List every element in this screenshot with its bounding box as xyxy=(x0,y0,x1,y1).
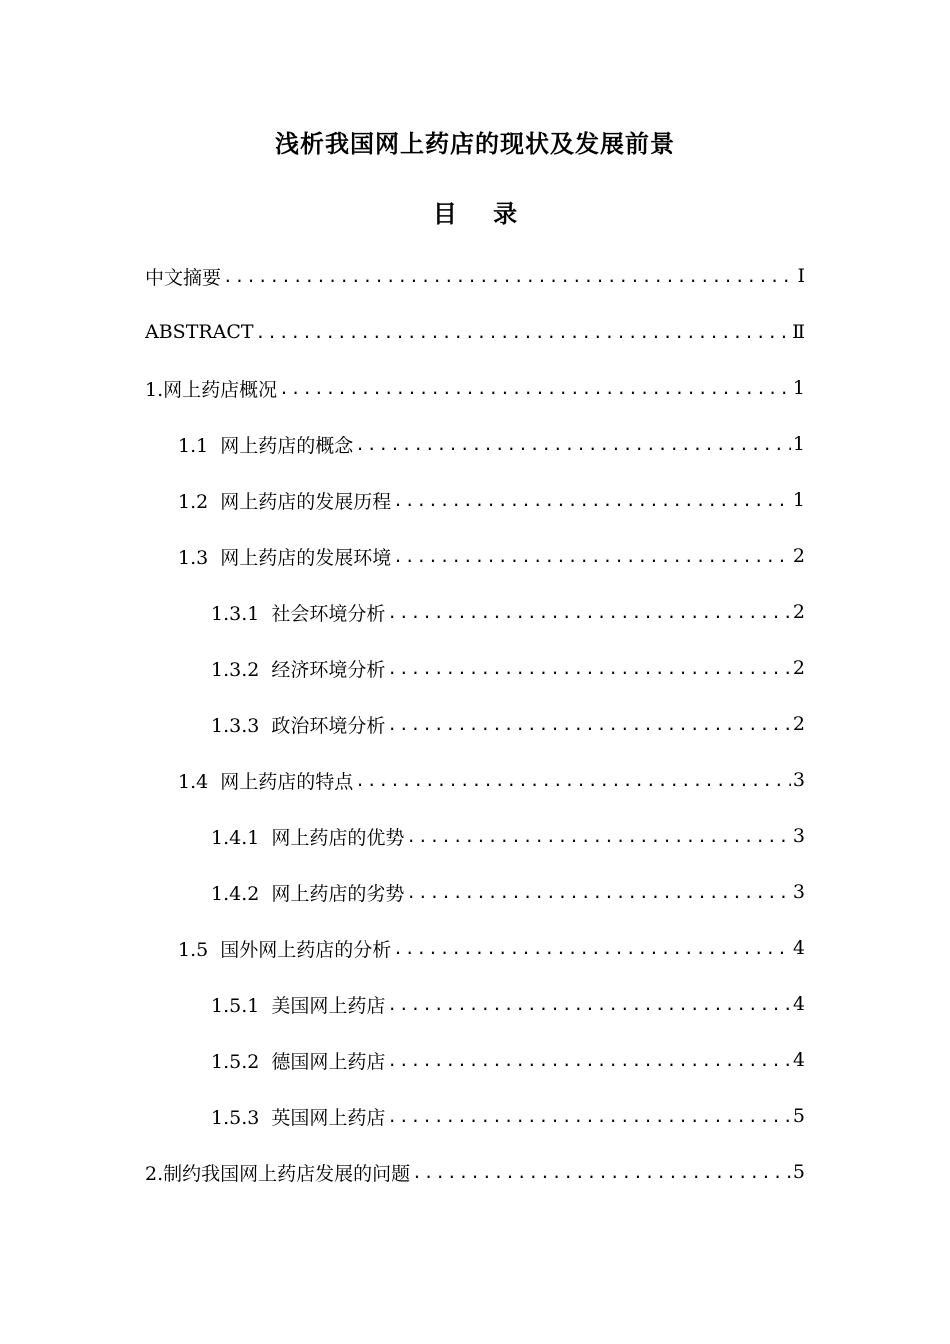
toc-dot-leader xyxy=(387,715,791,734)
toc-dot-leader xyxy=(387,1051,791,1070)
toc-entry-title xyxy=(211,879,404,906)
toc-entry-text: 美国网上药店 xyxy=(271,994,386,1017)
toc-dot-leader xyxy=(223,267,791,286)
toc-entry-text: 社会环境分析 xyxy=(271,602,386,625)
toc-entry-text: 网上药店的劣势 xyxy=(271,882,405,905)
toc-entry[interactable] xyxy=(145,1088,805,1144)
toc-dot-leader xyxy=(355,435,791,454)
toc-entry-title xyxy=(145,321,254,343)
toc-entry-text: 德国网上药店 xyxy=(271,1050,386,1073)
toc-entry-text: 中文摘要 xyxy=(145,266,222,289)
toc-entry-page: 4 xyxy=(792,937,805,959)
toc-dot-leader xyxy=(393,491,791,510)
toc-entry-page: 4 xyxy=(792,993,805,1015)
toc-heading: 目 录 xyxy=(432,199,532,228)
toc-dot-leader xyxy=(387,659,791,678)
toc-entry[interactable] xyxy=(145,360,805,416)
toc-entry-page: 2 xyxy=(792,713,805,735)
toc-dot-leader xyxy=(406,883,791,902)
toc-dot-leader xyxy=(387,1107,791,1126)
toc-entry-text: 网上药店的发展历程 xyxy=(220,490,392,513)
toc-entry-page: 2 xyxy=(792,545,805,567)
toc-entry-number: 1.5.2 xyxy=(211,1050,260,1073)
toc-entry-page: 1 xyxy=(792,489,805,511)
toc-entry-number: 1.3.1 xyxy=(211,602,260,625)
toc-dot-leader xyxy=(256,323,790,342)
toc-entry-page: 5 xyxy=(792,1105,805,1127)
document-title: 浅析我国网上药店的现状及发展前景 xyxy=(275,129,675,158)
toc-entry-title xyxy=(178,935,391,962)
toc-entry-text: 网上药店的发展环境 xyxy=(220,546,392,569)
toc-entry-number: 1.5 xyxy=(178,938,209,961)
toc-entry-page: 3 xyxy=(792,881,805,903)
toc-entry-text: 英国网上药店 xyxy=(271,1106,386,1129)
toc-entry-title xyxy=(211,599,385,626)
toc-entry-text: 政治环境分析 xyxy=(271,714,386,737)
toc-entry-title xyxy=(145,375,277,402)
toc-dot-leader xyxy=(412,1163,791,1182)
toc-entry-title xyxy=(211,991,385,1018)
toc-entry-page: 2 xyxy=(792,657,805,679)
toc-entry-title xyxy=(178,543,391,570)
toc-entry-number: 1.4.1 xyxy=(211,826,260,849)
toc-entry[interactable] xyxy=(145,864,805,920)
toc-dot-leader xyxy=(387,603,791,622)
toc-entry[interactable] xyxy=(145,304,805,360)
toc-entry[interactable] xyxy=(145,752,805,808)
toc-entry[interactable] xyxy=(145,472,805,528)
toc-entry-text: 1.网上药店概况 xyxy=(145,378,278,401)
toc-entry[interactable] xyxy=(145,584,805,640)
toc-entry-title xyxy=(211,1047,385,1074)
toc-entry-number: 1.5.1 xyxy=(211,994,260,1017)
toc-entry[interactable] xyxy=(145,640,805,696)
toc-entry-number: 1.4.2 xyxy=(211,882,260,905)
toc-entry-title xyxy=(145,263,221,290)
toc-entry-number: 1.4 xyxy=(178,770,209,793)
toc-entry[interactable] xyxy=(145,976,805,1032)
toc-dot-leader xyxy=(406,827,791,846)
toc-entry-number: 1.3 xyxy=(178,546,209,569)
toc-entry-title xyxy=(178,487,391,514)
toc-entry-page: 2 xyxy=(792,601,805,623)
toc-entry-title xyxy=(211,711,385,738)
toc-entry-text: 经济环境分析 xyxy=(271,658,386,681)
toc-entry-text: ABSTRACT xyxy=(145,321,254,343)
toc-entry[interactable] xyxy=(145,1032,805,1088)
toc-dot-leader xyxy=(387,995,791,1014)
table-of-contents xyxy=(145,248,805,1200)
toc-dot-leader xyxy=(393,939,791,958)
toc-entry[interactable] xyxy=(145,416,805,472)
toc-entry[interactable] xyxy=(145,920,805,976)
toc-entry[interactable] xyxy=(145,1144,805,1200)
toc-entry[interactable] xyxy=(145,248,805,304)
toc-entry[interactable] xyxy=(145,808,805,864)
toc-entry-page: 3 xyxy=(792,769,805,791)
toc-entry[interactable] xyxy=(145,696,805,752)
toc-entry[interactable] xyxy=(145,528,805,584)
toc-entry-title xyxy=(178,431,353,458)
toc-entry-page: 1 xyxy=(792,377,805,399)
toc-entry-number: 1.3.2 xyxy=(211,658,260,681)
toc-entry-page: 5 xyxy=(792,1161,805,1183)
toc-entry-title xyxy=(211,1103,385,1130)
toc-entry-text: 2.制约我国网上药店发展的问题 xyxy=(145,1162,411,1185)
toc-entry-text: 网上药店的特点 xyxy=(220,770,354,793)
toc-entry-text: 网上药店的优势 xyxy=(271,826,405,849)
toc-entry-number: 1.5.3 xyxy=(211,1106,260,1129)
toc-entry-number: 1.2 xyxy=(178,490,209,513)
toc-dot-leader xyxy=(279,379,791,398)
toc-entry-page: Ⅱ xyxy=(792,321,805,343)
toc-dot-leader xyxy=(355,771,791,790)
toc-entry-title xyxy=(178,767,353,794)
toc-entry-number: 1.3.3 xyxy=(211,714,260,737)
toc-entry-page: Ⅰ xyxy=(797,265,805,287)
toc-entry-text: 网上药店的概念 xyxy=(220,434,354,457)
toc-dot-leader xyxy=(393,547,791,566)
toc-entry-title xyxy=(145,1159,410,1186)
toc-entry-number: 1.1 xyxy=(178,434,209,457)
toc-entry-page: 3 xyxy=(792,825,805,847)
toc-entry-title xyxy=(211,655,385,682)
toc-entry-page: 1 xyxy=(792,433,805,455)
toc-entry-title xyxy=(211,823,404,850)
toc-entry-page: 4 xyxy=(792,1049,805,1071)
toc-entry-text: 国外网上药店的分析 xyxy=(220,938,392,961)
